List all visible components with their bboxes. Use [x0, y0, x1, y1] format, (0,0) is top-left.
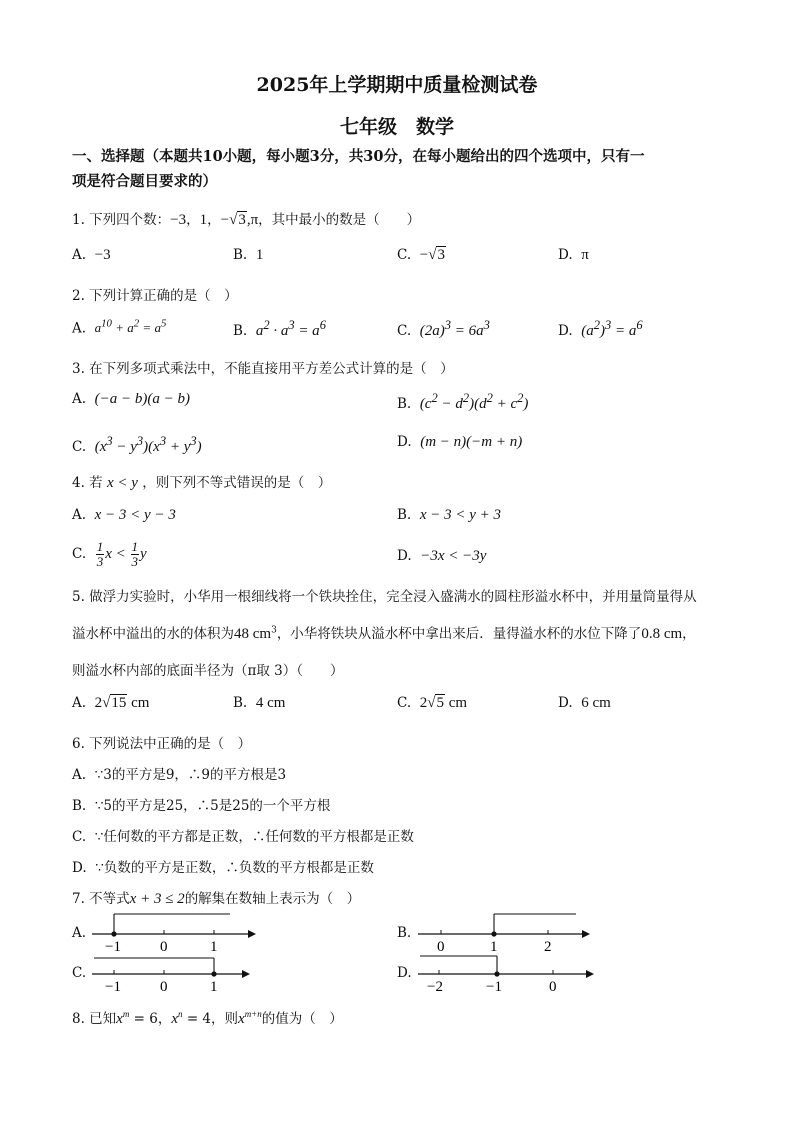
tick-label: 2 — [544, 939, 552, 955]
q6-option-c[interactable]: C. ∵任何数的平方都是正数，∴任何数的平方根都是正数 — [72, 829, 414, 845]
question-5-line3: 则溢水杯内部的底面半径为（π取 3）（ ） — [72, 663, 344, 679]
q2-option-c[interactable]: C. $(2a)^3 = 6a^3$ — [397, 318, 490, 339]
q7-option-a-number-line[interactable] — [90, 910, 260, 954]
q1-option-c[interactable]: C. −√3 — [397, 247, 445, 263]
q1-option-b[interactable]: B. 1 — [233, 247, 264, 263]
q7-option-d-number-line[interactable] — [416, 950, 600, 994]
question-1-stem: 1. 下列四个数：−3，1，−√3,π，其中最小的数是（ ） — [72, 212, 421, 228]
q7-option-c-number-line[interactable] — [90, 950, 260, 994]
tick-label: −1 — [105, 979, 121, 995]
tick-label: 1 — [490, 939, 498, 955]
tick-label: 0 — [160, 979, 168, 995]
q5-option-a[interactable]: A. 2√15 cm — [72, 695, 150, 711]
q1-option-d[interactable]: D. π — [558, 247, 589, 263]
question-3-stem: 3. 在下列多项式乘法中，不能直接用平方差公式计算的是（ ） — [72, 361, 454, 377]
q2-option-b[interactable]: B. $a^2 \cdot a^3 = a^6$ — [233, 318, 326, 339]
question-8-stem: 8. 已知$x^m = 6$，$x^n = 4$，则$x^{m+n}$的值为（ ） — [72, 1009, 343, 1027]
q4-option-c[interactable]: C. $\frac{1}{3}$ x < $\frac{1}{3}$ y — [72, 539, 147, 569]
question-5-line1: 5. 做浮力实验时，小华用一根细线将一个铁块拴住，完全浸入盛满水的圆柱形溢水杯中，并用量筒量得从 — [72, 589, 697, 605]
q3-option-a[interactable]: A. (−a − b)(a − b) — [72, 391, 190, 407]
q1-option-a[interactable]: A. −3 — [72, 247, 111, 263]
q6-option-a[interactable]: A. ∵3的平方是9，∴9的平方根是3 — [72, 767, 287, 783]
q5-option-b[interactable]: B. 4 cm — [233, 695, 286, 711]
tick-label: 0 — [549, 979, 557, 995]
q6-option-d[interactable]: D. ∵负数的平方是正数，∴负数的平方根都是正数 — [72, 860, 374, 876]
question-4-stem: 4. 若 x < y ，则下列不等式错误的是（ ） — [72, 475, 332, 491]
exam-title: 2025年上学期期中质量检测试卷 — [256, 74, 538, 96]
q5-option-c[interactable]: C. 2√5 cm — [397, 695, 468, 711]
q7-option-d-letter[interactable]: D. — [397, 965, 412, 981]
exam-subtitle: 七年级 数学 — [339, 116, 454, 138]
q4-option-a[interactable]: A. x − 3 < y − 3 — [72, 507, 176, 523]
q2-option-a[interactable]: A. $a^{10} + a^2 = a^5$ — [72, 318, 167, 337]
q7-option-a-letter[interactable]: A. — [72, 925, 87, 941]
tick-label: −1 — [105, 939, 121, 955]
q4-option-d[interactable]: D. −3x < −3y — [397, 548, 487, 564]
tick-label: 1 — [210, 979, 218, 995]
question-5-line2: 溢水杯中溢出的水的体积为48 $cm^3$，小华将铁块从溢水杯中拿出来后．量得溢水杯的水位下降了0.8 cm， — [72, 625, 696, 642]
question-7-stem: 7. 不等式x + 3 ≤ 2的解集在数轴上表示为（ ） — [72, 891, 361, 907]
question-6-stem: 6. 下列说法中正确的是（ ） — [72, 736, 252, 752]
q7-option-c-letter[interactable]: C. — [72, 965, 87, 981]
q6-option-b[interactable]: B. ∵5的平方是25，∴5是25的一个平方根 — [72, 798, 331, 814]
q3-option-b[interactable]: B. $(c^2 - d^2)(d^2 + c^2)$ — [397, 391, 529, 412]
section-heading — [72, 144, 732, 194]
tick-label: −1 — [486, 979, 502, 995]
q4-option-b[interactable]: B. x − 3 < y + 3 — [397, 507, 501, 523]
question-2-stem: 2. 下列计算正确的是（ ） — [72, 288, 238, 304]
section-heading-line1: 一、选择题（本题共10小题，每小题3分，共30分，在每小题给出的四个选项中，只有一 — [72, 148, 645, 165]
q2-option-d[interactable]: D. $(a^2)^3 = a^6$ — [558, 318, 643, 339]
tick-label: −2 — [427, 979, 443, 995]
tick-label: 0 — [437, 939, 445, 955]
q7-option-b-letter[interactable]: B. — [397, 925, 412, 941]
tick-label: 1 — [210, 939, 218, 955]
section-heading-line2: 项是符合题目要求的） — [72, 173, 217, 190]
q5-option-d[interactable]: D. 6 cm — [558, 695, 611, 711]
tick-label: 0 — [160, 939, 168, 955]
q3-option-d[interactable]: D. (m − n)(−m + n) — [397, 434, 523, 450]
q7-option-b-number-line[interactable] — [416, 910, 596, 954]
q3-option-c[interactable]: C. $(x^3 - y^3)(x^3 + y^3)$ — [72, 434, 202, 455]
